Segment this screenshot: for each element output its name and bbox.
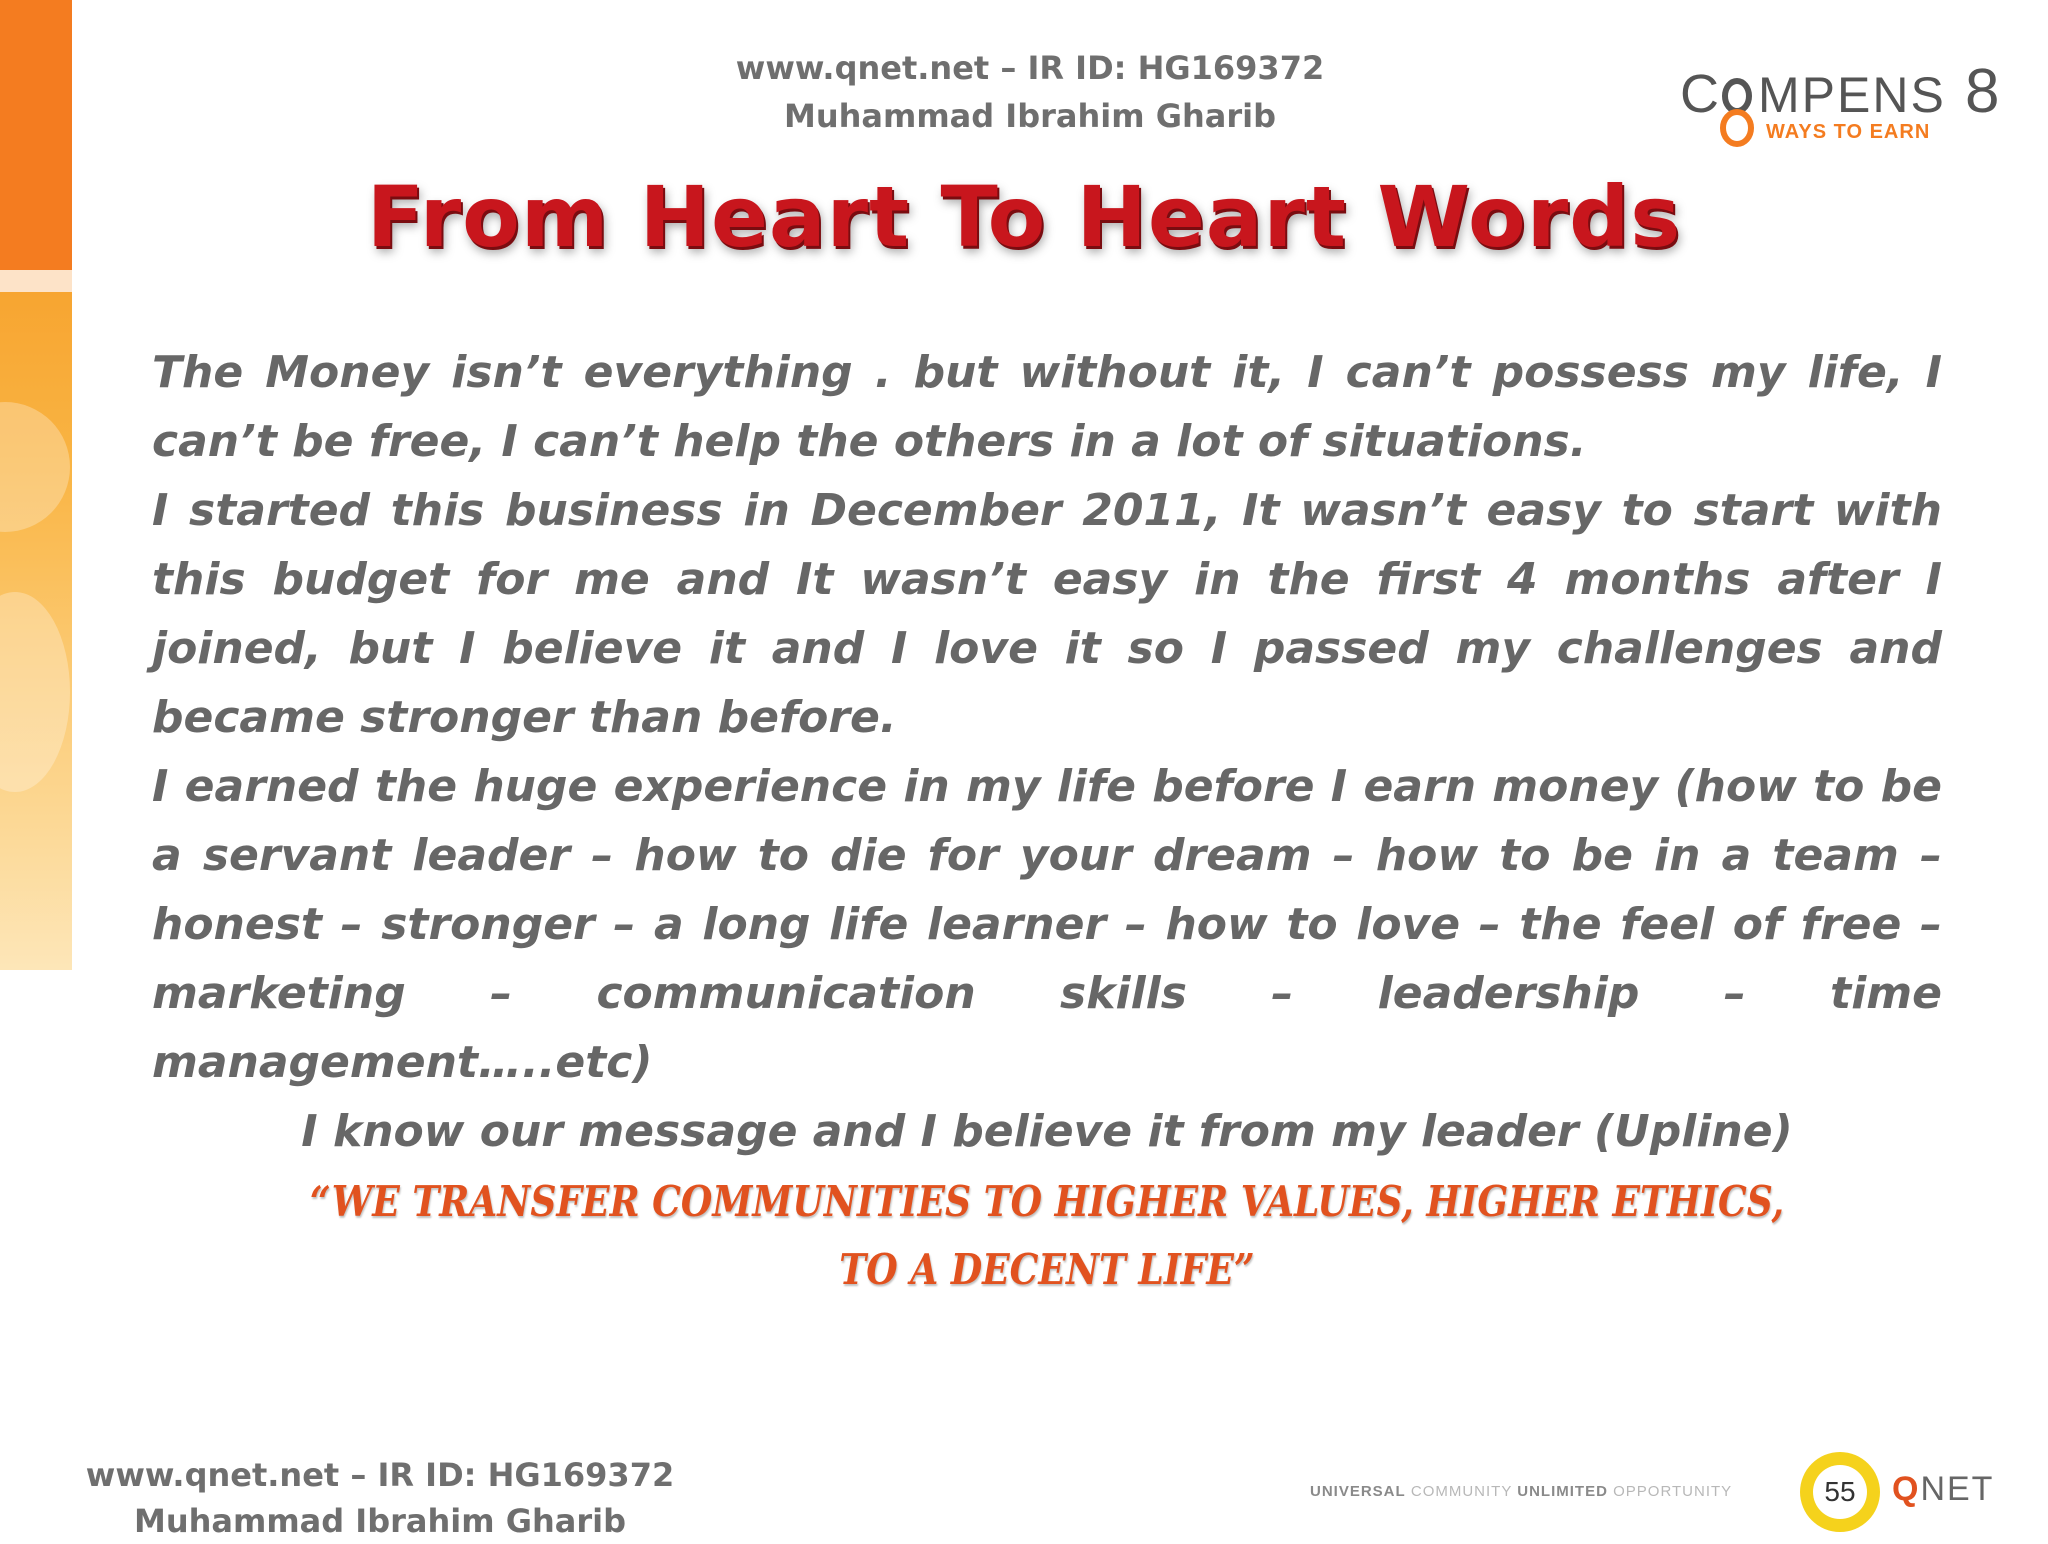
tagline-word: COMMUNITY	[1410, 1483, 1513, 1500]
compens8-logo	[1680, 58, 2010, 150]
qnet-logo-net: NET	[1920, 1470, 1995, 1508]
footer-name-line: Muhammad Ibrahim Gharib	[133, 1502, 627, 1540]
footer-tagline	[1310, 1483, 1780, 1500]
logo-letter-c: C	[1680, 64, 1719, 124]
page-number: 55	[1813, 1465, 1867, 1519]
tagline-word: UNLIMITED	[1517, 1483, 1608, 1500]
body-paragraph: I started this business in December 2011, It wasn’t easy to start with this budget for me and It wasn’t easy in the first 4 months after I joined, but I believe it and I love it so I passed my challenges and became stronger than before.	[152, 485, 1942, 743]
qnet-logo	[1892, 1470, 1994, 1509]
header-id-line: www.qnet.net – IR ID: HG169372	[735, 49, 1325, 87]
footer-id-line: www.qnet.net – IR ID: HG169372	[85, 1456, 675, 1494]
logo-ring-top	[1725, 81, 1749, 111]
logo-ring-bottom	[1723, 112, 1751, 144]
left-accent-gap	[0, 270, 72, 292]
page-number-badge	[1800, 1452, 1880, 1532]
logo-digit: 8	[1965, 58, 2000, 126]
body-paragraph: I earned the huge experience in my life before I earn money (how to be a servant leader – how to die for your dream – how to be in a team – honest – stronger – a long life learner – how to love – the feel of free – marketing – communication skills – leadership – time management…..etc)	[152, 761, 1942, 1088]
left-decorative-strip	[0, 292, 72, 970]
header-contact	[640, 44, 1420, 140]
slide-title: From Heart To Heart Words	[366, 168, 1682, 266]
footer-contact	[80, 1452, 680, 1544]
tagline-word: UNIVERSAL	[1310, 1483, 1406, 1500]
body-paragraph-centered: I know our message and I believe it from my leader (Upline)	[301, 1106, 1793, 1157]
logo-tagline: WAYS TO EARN	[1766, 121, 1931, 143]
body-paragraph: The Money isn’t everything . but without it, I can’t possess my life, I can’t be free, I can’t help the others in a lot of situations.	[152, 347, 1942, 467]
tagline-word: OPPORTUNITY	[1613, 1483, 1733, 1500]
testimonial-body	[152, 338, 1942, 1166]
logo-wordmark: MPENS	[1758, 67, 1946, 123]
decorative-circle	[0, 402, 70, 532]
header-name-line: Muhammad Ibrahim Gharib	[783, 97, 1277, 135]
decorative-circle	[0, 592, 70, 792]
qnet-logo-q: Q	[1892, 1470, 1921, 1508]
mission-quote: “WE TRANSFER COMMUNITIES TO HIGHER VALUES, HIGHER ETHICS, TO A DECENT LIFE”	[309, 1177, 1785, 1294]
